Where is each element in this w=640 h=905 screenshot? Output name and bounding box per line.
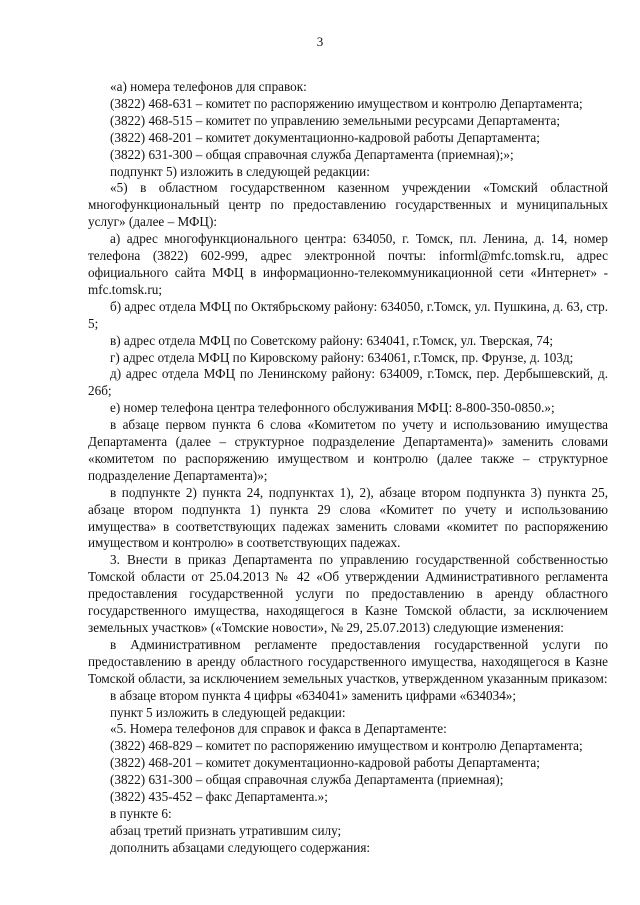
- paragraph: (3822) 468-515 – комитет по управлению земельными ресурсами Департамента;: [110, 112, 561, 128]
- paragraph: дополнить абзацами следующего содержания:: [110, 839, 371, 855]
- paragraph: абзац третий признать утратившим силу;: [110, 822, 342, 838]
- paragraph: в абзаце втором пункта 4 цифры «634041» заменить цифрами «634034»;: [110, 687, 517, 703]
- paragraph: в пункте 6:: [110, 805, 172, 821]
- paragraph: подпункт 5) изложить в следующей редакции:: [110, 163, 370, 179]
- paragraph: «5) в областном государственном казенном учреждении «Томский областной многофункциональный центр по предоставлению государственных и муниципальных услуг» (далее – МФЦ):: [88, 180, 608, 230]
- paragraph: (3822) 468-829 – комитет по распоряжению имуществом и контролю Департамента;: [110, 738, 583, 754]
- paragraph: б) адрес отдела МФЦ по Октябрьскому району: 634050, г.Томск, ул. Пушкина, д. 63, стр. 5;: [88, 298, 608, 331]
- paragraph: (3822) 631-300 – общая справочная служба Департамента (приемная);: [110, 772, 504, 788]
- paragraph: а) адрес многофункционального центра: 634050, г. Томск, пл. Ленина, д. 14, номер телефона (3822) 602-999, адрес электронной почты: informl@mfc.tomsk.ru, адрес официального сайта МФЦ в информационно-телекоммуникационной сети «Интернет» - mfc.tomsk.ru;: [88, 231, 608, 297]
- paragraph: д) адрес отдела МФЦ по Ленинскому району: 634009, г.Томск, пер. Дербышевский, д. 26б;: [88, 366, 608, 399]
- document-body: [88, 79, 608, 857]
- paragraph: е) номер телефона центра телефонного обслуживания МФЦ: 8-800-350-0850.»;: [110, 400, 555, 416]
- paragraph: «а) номера телефонов для справок:: [110, 79, 307, 94]
- page-number: 3: [316, 34, 324, 49]
- paragraph: (3822) 435-452 – факс Департамента.»;: [110, 789, 328, 805]
- paragraph: в Административном регламенте предоставления государственной услуги по предоставлению в аренду областного государственного имущества, находящегося в Казне Томской области, за исключением земельных участков, утвержденном указанным приказом:: [88, 636, 608, 686]
- paragraph: г) адрес отдела МФЦ по Кировскому району: 634061, г.Томск, пр. Фрунзе, д. 103д;: [110, 349, 574, 365]
- paragraph: в абзаце первом пункта 6 слова «Комитетом по учету и использованию имущества Департамента (далее – структурное подразделение Департамента)» заменить словами «комитетом по распоряжению имуществом и контролю (далее также – структурное подразделение Департамента)»;: [88, 417, 608, 483]
- paragraph: (3822) 468-631 – комитет по распоряжению имуществом и контролю Департамента;: [110, 95, 583, 111]
- paragraph: (3822) 468-201 – комитет документационно-кадровой работы Департамента;: [110, 129, 540, 145]
- paragraph: пункт 5 изложить в следующей редакции:: [110, 704, 346, 720]
- paragraph: (3822) 631-300 – общая справочная служба Департамента (приемная);»;: [110, 146, 514, 162]
- paragraph: в) адрес отдела МФЦ по Советскому району: 634041, г.Томск, ул. Тверская, 74;: [110, 332, 554, 348]
- paragraph: в подпункте 2) пункта 24, подпунктах 1), 2), абзаце втором подпункта 3) пункта 25, абзаце втором подпункта 1) пункта 29 слова «Комитет по учету и использованию имущества» в соответствующих падежах заменить словами «комитет по распоряжению имуществом и контролю» в соответствующих падежах.: [88, 484, 608, 551]
- paragraph: 3. Внести в приказ Департамента по управлению государственной собственностью Томской области от 25.04.2013 № 42 «Об утверждении Административного регламента предоставления государственной услуги по предоставлению в аренду областного государственного имущества, находящегося в Казне Томской области, за исключением земельных участков» («Томские новости», № 29, 25.07.2013) следующие изменения:: [88, 552, 608, 635]
- paragraph: «5. Номера телефонов для справок и факса в Департаменте:: [110, 721, 447, 737]
- paragraph: (3822) 468-201 – комитет документационно-кадровой работы Департамента;: [110, 755, 540, 771]
